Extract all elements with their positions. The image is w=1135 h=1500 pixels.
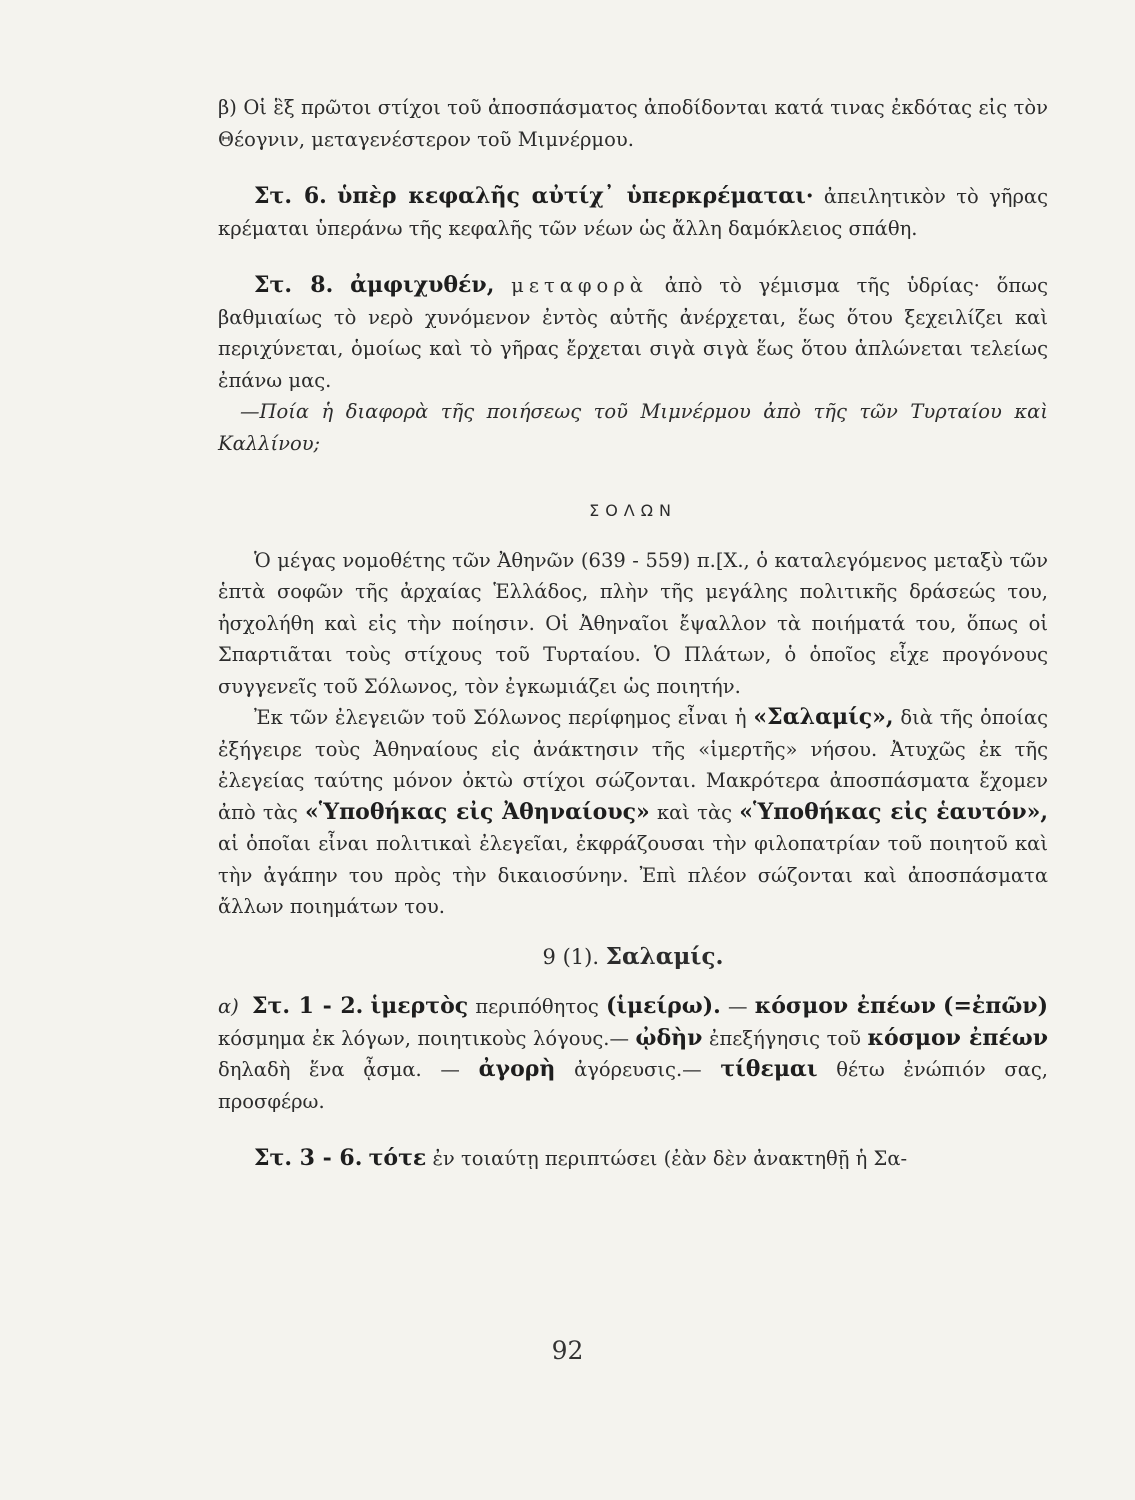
note-text: ἀγόρευσις.— <box>574 1058 702 1081</box>
note-verse-3-6 <box>218 1143 1048 1175</box>
verse-ref: Στ. 3 - 6. <box>254 1145 363 1171</box>
poem-heading <box>218 941 1048 974</box>
beta-note <box>218 92 1048 155</box>
para-text: διὰ τῆς ὁποίας ἐξήγειρε τοὺς Ἀθηναίους εἰς ἀνάκτησιν τῆς «ἱμερτῆς» νήσου. Ἀτυχῶς ἐκ τῆς ἐλεγείας ταύτης μόνον ὀκτὼ στίχοι σώζονται. Μακρότερα ἀποσπάσματα ἔχομεν ἀπὸ τὰς <box>218 706 1048 824</box>
note-term: τίθεμαι <box>720 1056 818 1082</box>
note-verse-6 <box>218 181 1048 244</box>
poem-number: 9 (1). <box>542 944 599 969</box>
note-text: ἀπὸ τὸ γέμισμα τῆς ὑδρίας· ὅπως βαθμιαίως τὸ νερὸ χυνόμενον ἐντὸς αὐτῆς ἀνέρχεται, ἕως ὅτου ξεχειλίζει καὶ περιχύνεται, ὁμοίως καὶ τὸ γῆρας ἔρχεται σιγὰ σιγὰ ἕως ὅτου ἁπλώνεται τελείως ἐπάνω μας. <box>218 274 1049 392</box>
study-question: —Ποία ἡ διαφορὰ τῆς ποιήσεως τοῦ Μιμνέρμου ἀπὸ τῆς τῶν Τυρταίου καὶ Καλλίνου; <box>218 400 1048 455</box>
verse-ref: Στ. 8. <box>254 272 334 298</box>
note-text: θέτω ἐνώπιόν σας, προσφέρω. <box>218 1058 1048 1113</box>
solon-paragraph-2 <box>218 702 1048 923</box>
note-text: περιπόθητος <box>475 995 599 1018</box>
note-term: κόσμον ἐπέων <box>754 993 936 1019</box>
poem-title-athenians: «Ὑποθήκας εἰς Ἀθηναίους» <box>305 798 650 825</box>
note-term: (=ἐπῶν) <box>943 993 1048 1019</box>
page-body <box>218 92 1048 1175</box>
note-spaced-word: μεταφορὰ <box>511 274 648 297</box>
note-term: ἀμφιχυθέν, <box>350 272 495 298</box>
note-term: ἱμερτὸς <box>370 993 469 1019</box>
note-text: ἀπειλητικὸν τὸ γῆρας κρέμαται ὑπεράνω τῆς κεφαλῆς τῶν νέων ὡς ἄλλη δαμόκλειος σπάθη. <box>218 185 1048 240</box>
page-number: 92 <box>551 1336 584 1365</box>
para-text: αἱ ὁποῖαι εἶναι πολιτικαὶ ἐλεγεῖαι, ἐκφράζουσαι τὴν φιλοπατρίαν τοῦ ποιητοῦ καὶ τὴν ἀγάπην του πρὸς τὴν δικαιοσύνην. Ἐπὶ πλέον σώζονται καὶ ἀποσπάσματα ἄλλων ποιημάτων του. <box>218 832 1048 918</box>
para-text: καὶ τὰς <box>656 800 733 824</box>
note-text: ἐπεξήγησις τοῦ <box>709 1026 861 1050</box>
verse-ref: Στ. 6. <box>254 183 327 209</box>
poem-title-self: «Ὑποθήκας εἰς ἑαυτόν», <box>739 798 1049 825</box>
note-term: τότε <box>368 1145 427 1171</box>
note-alpha <box>218 991 1048 1117</box>
note-verse-8 <box>218 270 1048 396</box>
note-term: ἀγορὴ <box>478 1056 556 1082</box>
beta-note-text: β) Οἱ ἓξ πρῶτοι στίχοι τοῦ ἀποσπάσματος ἀποδίδονται κατά τινας ἐκδότας εἰς τὸν Θέογνιν, μεταγενέστερον τοῦ Μιμνέρμου. <box>218 96 1048 151</box>
note-text: κόσμημα ἐκ λόγων, ποιητικοὺς λόγους.— <box>218 1026 629 1050</box>
note-term: κόσμον ἐπέων <box>867 1024 1049 1051</box>
note-term: ὑπὲρ κεφαλῆς αὐτίχ᾿ ὑπερκρέμαται· <box>337 183 814 209</box>
note-term: ᾠδὴν <box>635 1024 703 1051</box>
note-text: δηλαδὴ ἕνα ᾆσμα. — <box>218 1058 460 1081</box>
note-letter: α) <box>218 995 239 1018</box>
section-heading-solon: ΣΟΛΩΝ <box>589 501 677 520</box>
note-term: (ἱμείρω). <box>606 993 721 1019</box>
para-text: Ἐκ τῶν ἐλεγειῶν τοῦ Σόλωνος περίφημος εἶναι ἡ <box>254 706 747 729</box>
poem-title: Σαλαμίς. <box>605 942 724 970</box>
poem-title-salamis: «Σαλαμίς», <box>753 704 894 730</box>
note-text: — <box>728 995 748 1018</box>
verse-ref: Στ. 1 - 2. <box>251 993 364 1019</box>
note-text: ἐν τοιαύτῃ περιπτώσει (ἐὰν δὲν ἀνακτηθῇ ἡ Σα- <box>432 1147 908 1170</box>
solon-paragraph-1: Ὁ μέγας νομοθέτης τῶν Ἀθηνῶν (639 - 559) π.[Χ., ὁ καταλεγόμενος μεταξὺ τῶν ἑπτὰ σοφῶν τῆς ἀρχαίας Ἑλλάδος, πλὴν τῆς μεγάλης πολιτικῆς δράσεώς του, ἠσχολήθη καὶ εἰς τὴν ποίησιν. Οἱ Ἀθηναῖοι ἔψαλλον τὰ ποιήματά του, ὅπως οἱ Σπαρτιᾶται τοὺς στίχους τοῦ Τυρταίου. Ὁ Πλάτων, ὁ ὁποῖος εἶχε προγόνους συγγενεῖς τοῦ Σόλωνος, τὸν ἐγκωμιάζει ὡς ποιητήν. <box>218 548 1048 698</box>
